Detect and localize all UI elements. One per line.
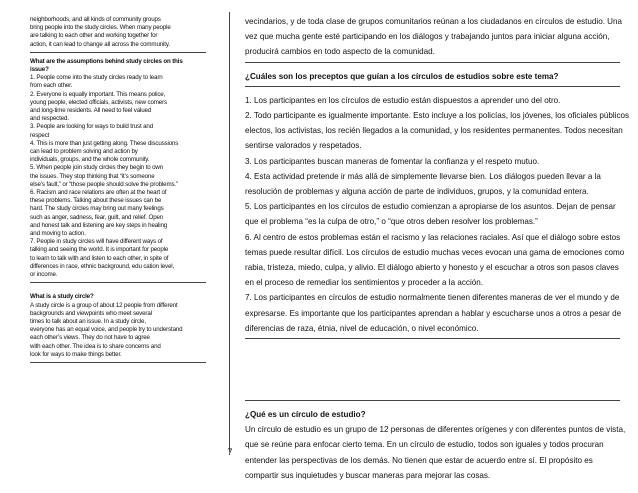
text-line: else’s fault,” or “those people should solve the problems.”: [30, 180, 178, 188]
text-line: or income.: [30, 271, 58, 279]
text-line: compartir sus inquietudes y buscar maneras para mejorar las cosas.: [245, 470, 491, 480]
text-line: hard. The study circles may bring out many feelings: [30, 205, 164, 213]
text-line: the issues. They stop thinking that “it’s someone: [30, 172, 155, 180]
text-line: times to talk about an issue. In a study circle,: [30, 317, 146, 325]
text-line: differences in race, ethnic background, edu cation level,: [30, 262, 175, 270]
left-intro-block: [30, 16, 206, 53]
text-line: each other’s views. They do not have to agree: [30, 334, 150, 342]
text-line: from each other.: [30, 82, 73, 90]
right-spacer: [245, 345, 620, 401]
right-study-circle-block: [245, 407, 626, 485]
heading-line: What are the assumptions behind study circles on this: [30, 57, 183, 65]
left-study-circle-text: [30, 302, 206, 359]
text-line: vecindarios, y de toda clase de grupos comunitarios reúnan a los ciudadanos en círculos de estudio. Una: [245, 17, 623, 26]
text-line: such as anger, sadness, fear, guilt, and relief. Open: [30, 213, 164, 221]
left-assumptions-block: [30, 58, 206, 283]
text-line: everyone has an equal voice, and people try to understand: [30, 326, 183, 334]
text-line: these problems. Talking about these issues can be: [30, 197, 162, 205]
heading-line: issue?: [30, 66, 49, 74]
text-line: 6. Racism and race relations are often at the heart of: [30, 189, 167, 197]
text-line: 4. This is more than just getting along. These discussions: [30, 139, 179, 147]
right-intro-block: [245, 14, 623, 63]
heading-line: What is a study circle?: [30, 293, 94, 301]
text-line: are talking to each other and working together for: [30, 32, 158, 40]
column-divider: [229, 12, 230, 452]
text-line: 2. Everyone is equally important. This means police,: [30, 90, 166, 98]
text-line: resolución de problemas y alguna acción de parte de individuos, grupos, y la comunidad entera.: [245, 187, 589, 197]
text-line: young people, elected officials, activists, new comers: [30, 98, 167, 106]
text-line: action, it can lead to change all across the community.: [30, 40, 170, 48]
text-line: 5. Los participantes en los círculos de estudio comienzan a apropiarse de los asuntos. Dejan de pensar: [245, 202, 616, 212]
text-line: sentirse valorados y respetados.: [245, 141, 362, 151]
right-preceptos-heading-block: [245, 69, 620, 87]
text-line: 5. When people join study circles they begin to own: [30, 164, 164, 172]
left-study-circle-heading: [30, 293, 206, 301]
text-line: que se reúne para enfocar cierto tema. En un círculo de estudio, todos son iguales y todos procuran: [245, 440, 604, 450]
text-line: expresarse. Es importante que los participantes aprendan a hablar y escucharse unos a otros a pesar de: [245, 308, 622, 318]
text-line: 3. Los participantes buscan maneras de fomentar la confianza y el respeto mutuo.: [245, 156, 540, 166]
text-line: electos, los activistas, los recién llegados a la comunidad, y los residentes permanentes. Todos necesitan: [245, 126, 623, 136]
text-line: que el problema “es la culpa de otro,” o “que otros deben resolver los problemas.”: [245, 217, 538, 227]
heading-line: ¿Cuáles son los preceptos que guían a los círculos de estudios sobre este tema?: [245, 71, 559, 81]
text-line: respect: [30, 131, 50, 139]
text-line: individuals, groups, and the whole community.: [30, 156, 150, 164]
text-line: bring people into the study circles. When many people: [30, 24, 171, 32]
page-number: 7: [227, 447, 233, 457]
text-line: producirá cambios en todo aspecto de la comunidad.: [245, 47, 435, 57]
left-assumptions-list: [30, 74, 206, 279]
text-line: diferencias de raza, étnia, nivel de educación, o nivel económico.: [245, 323, 479, 333]
text-line: Un círculo de estudio es un grupo de 12 personas de diferentes orígenes y con diferentes puntos de vista,: [245, 425, 626, 435]
text-line: 1. People come into the study circles ready to learn: [30, 74, 163, 82]
text-line: en el proceso de remediar los sentimientos y proceder a la acción.: [245, 278, 483, 288]
text-line: 2. Todo participante es igualmente importante. Esto incluye a los policías, los jóvenes, los oficiales públicos: [245, 111, 630, 121]
text-line: entender las perspectivas de los demás. No tienen que estar de acuerdo entre sí. El propósito es: [245, 455, 593, 465]
text-line: backgrounds and viewpoints who meet several: [30, 309, 152, 317]
text-line: 7. People in study circles will have different ways of: [30, 238, 163, 246]
text-line: 7. Los participantes en círculos de estudio normalmente tienen diferentes maneras de ver el mundo y de: [245, 293, 620, 303]
text-line: and honest talk and listening are key steps in healing: [30, 221, 168, 229]
text-line: and moving to action.: [30, 230, 86, 238]
text-line: with each other. The idea is to share concerns and: [30, 342, 161, 350]
english-column: [30, 16, 206, 368]
left-study-circle-block: [30, 293, 206, 363]
text-line: 3. People are looking for ways to build trust and: [30, 123, 154, 131]
text-line: 6. Al centro de estos problemas están el racismo y las relaciones raciales. Así que el diálogo sobre estos: [245, 232, 621, 242]
heading-line: ¿Qué es un círculo de estudio?: [245, 410, 366, 420]
text-line: 1. Los participantes en los círculos de estudio están dispuestos a aprender uno del otro.: [245, 95, 561, 105]
text-line: talking and seeing the world. It is important for people: [30, 246, 169, 254]
text-line: A study circle is a group of about 12 people from different: [30, 301, 178, 309]
text-line: temas puede resultar difícil. Los círculos de estudio muchas veces evocan una gama de emociones como: [245, 247, 625, 257]
text-line: and long-time residents. All need to feel valued: [30, 107, 152, 115]
spanish-column: [245, 14, 630, 491]
text-line: 4. Esta actividad pretende ir más allá de simplemente llevarse bien. Los diálogos pueden llevar a la: [245, 171, 601, 181]
text-line: look for ways to make things better.: [30, 350, 122, 358]
text-line: can lead to problem solving and action by: [30, 148, 138, 156]
text-line: and respected.: [30, 115, 69, 123]
text-line: neighborhoods, and all kinds of community groups: [30, 16, 161, 23]
text-line: to learn to talk with and listen to each other, in spite of: [30, 254, 169, 262]
left-assumptions-heading: [30, 58, 206, 74]
right-preceptos-list: [245, 93, 630, 339]
right-study-circle-heading: [245, 407, 620, 422]
right-study-circle-text: [245, 422, 626, 483]
text-line: rabia, tristeza, miedo, culpa, y alivio. El diálogo abierto y honesto y el escuchar a otros son pasos claves: [245, 263, 619, 273]
text-line: vez que mucha gente esté participando en los diálogos y trabajando juntos para iniciar alguna acción,: [245, 32, 610, 42]
